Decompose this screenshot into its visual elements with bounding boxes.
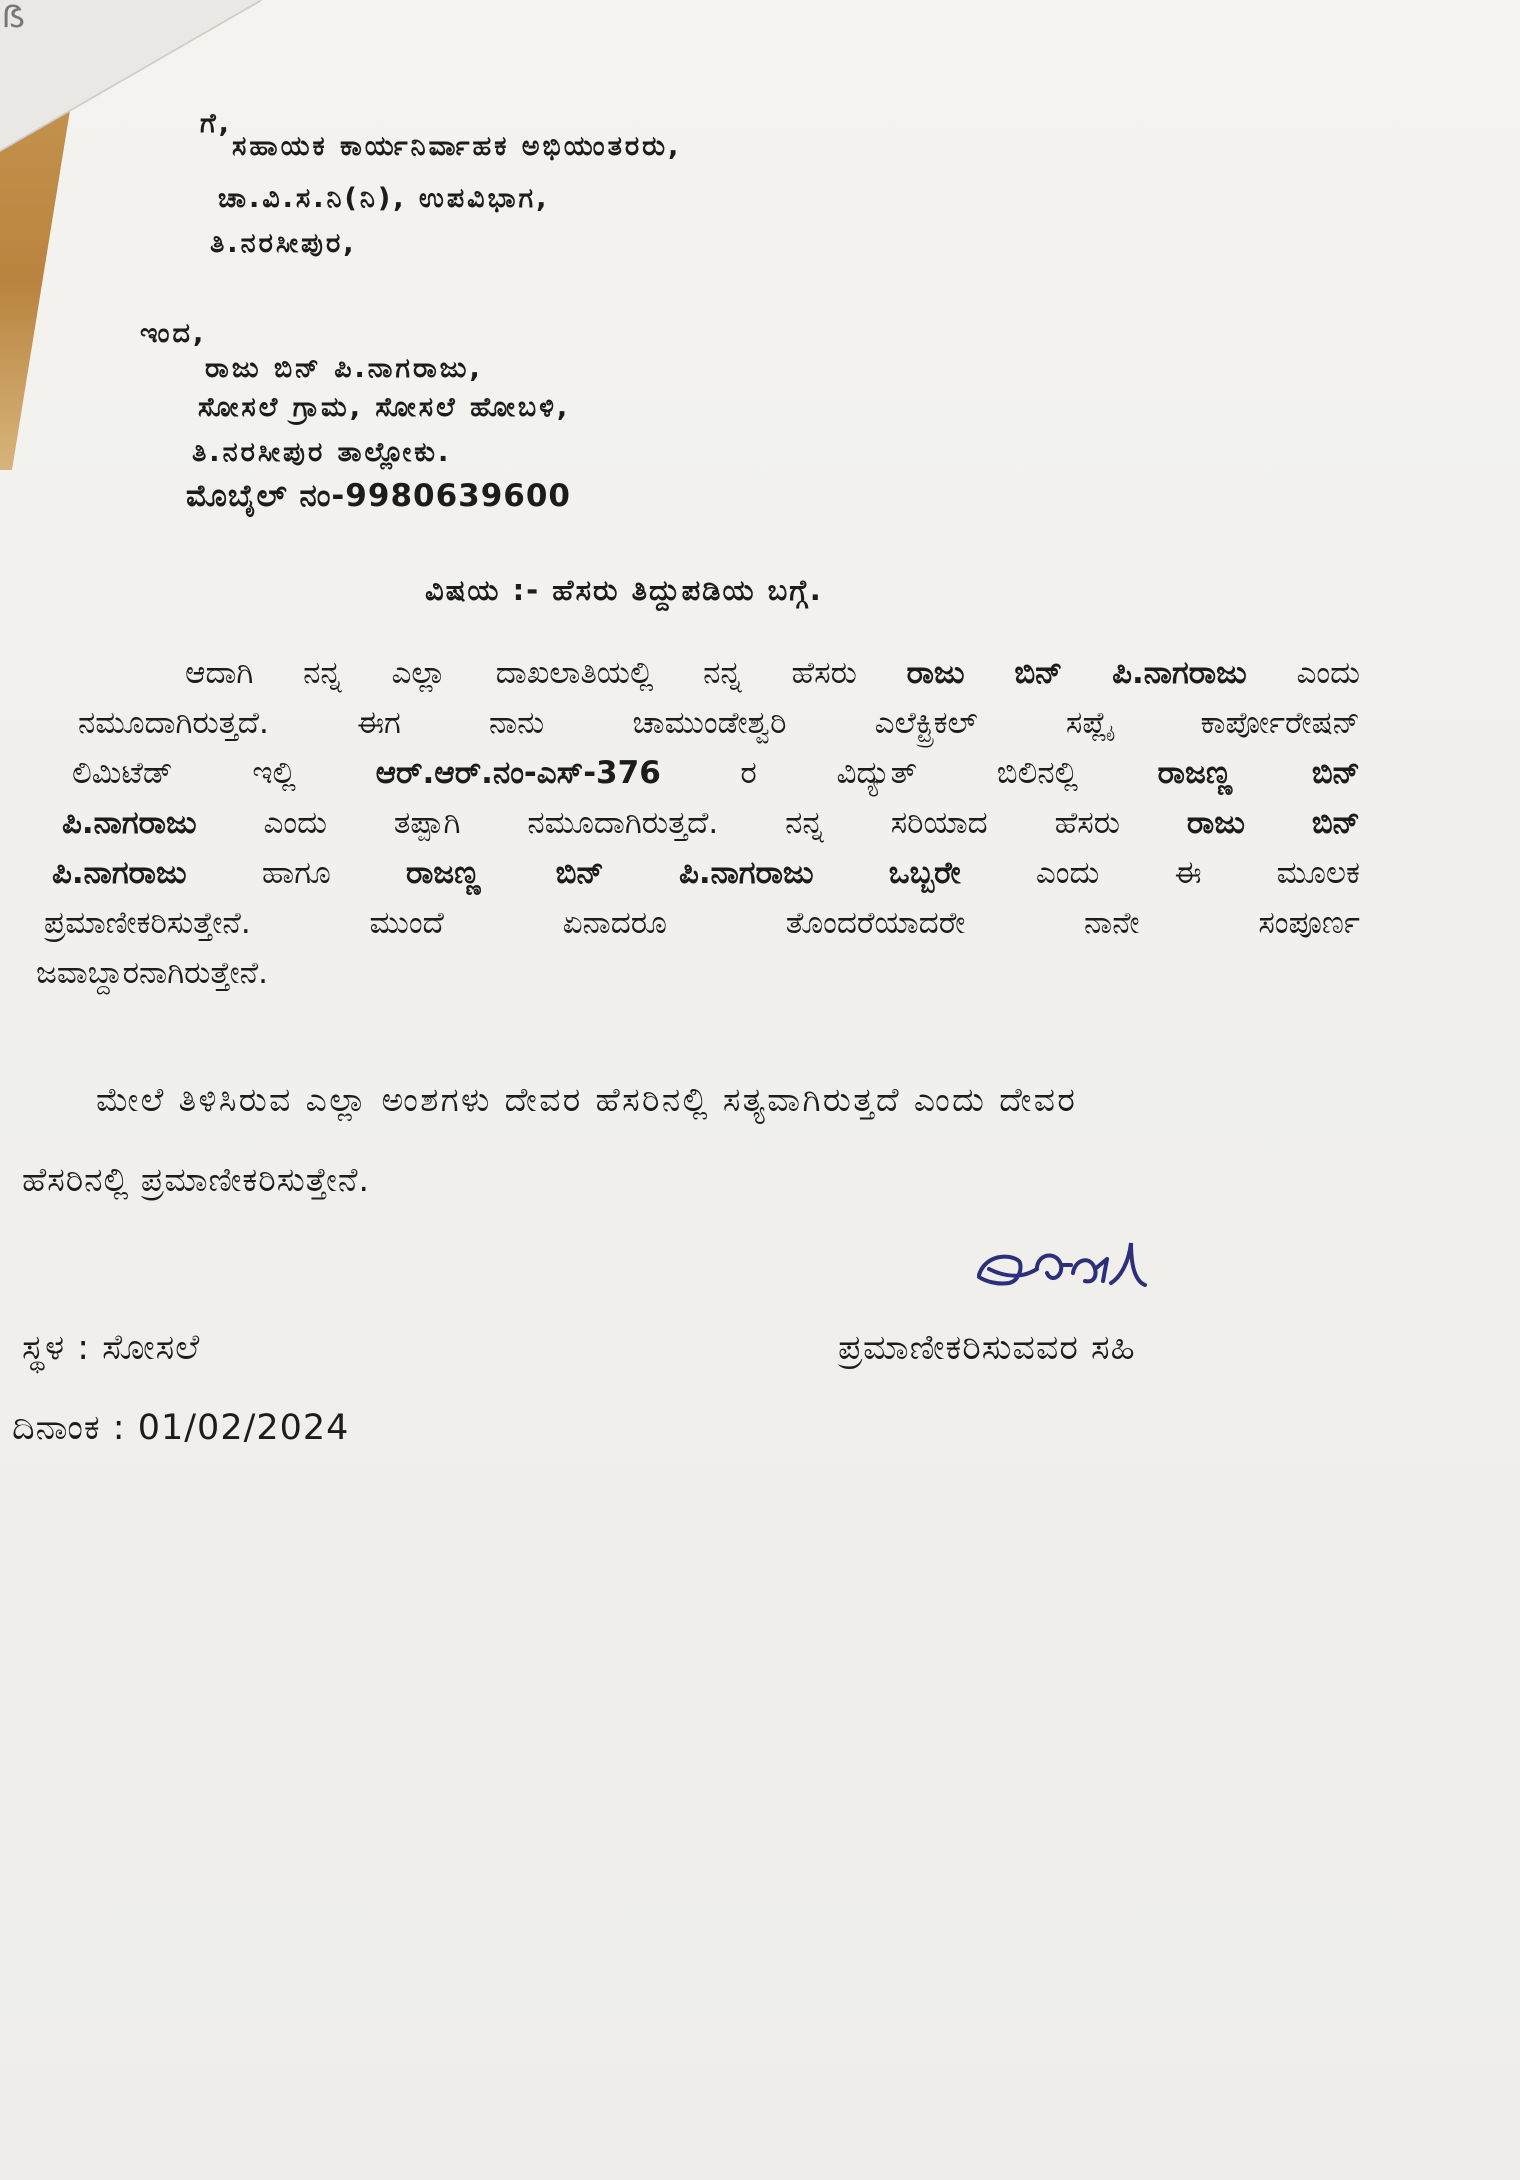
from-line-1: ರಾಜು ಬಿನ್ ಪಿ.ನಾಗರಾಜು, [205, 353, 483, 384]
subject-line: ವಿಷಯ :- ಹೆಸರು ತಿದ್ದುಪಡಿಯ ಬಗ್ಗೆ. [425, 573, 823, 607]
paragraph-line-2: ನಮೂದಾಗಿರುತ್ತದೆ. ಈಗ ನಾನು ಚಾಮುಂಡೇಶ್ವರಿ ಎಲೆಕ್ಟ್ರಿಕಲ್ ಸಪ್ಲೈ ಕಾರ್ಪೋರೇಷನ್ [78, 705, 1360, 741]
date-label: ದಿನಾಂಕ : 01/02/2024 [12, 1408, 350, 1448]
paragraph-line-5: ಪಿ.ನಾಗರಾಜು ಹಾಗೂ ರಾಜಣ್ಣ ಬಿನ್ ಪಿ.ನಾಗರಾಜು ಒಬ್ಬರೇ ಎಂದು ಈ ಮೂಲಕ [52, 855, 1360, 891]
from-line-2: ಸೋಸಲೆ ಗ್ರಾಮ, ಸೋಸಲೆ ಹೋಬಳಿ, [198, 392, 571, 423]
paragraph-line-7: ಜವಾಬ್ದಾರನಾಗಿರುತ್ತೇನೆ. [36, 955, 268, 991]
paragraph-line-1: ಆದಾಗಿ ನನ್ನ ಎಲ್ಲಾ ದಾಖಲಾತಿಯಲ್ಲಿ ನನ್ನ ಹೆಸರು ರಾಜು ಬಿನ್ ಪಿ.ನಾಗರಾಜು ಎಂದು [185, 655, 1360, 691]
place-label: ಸ್ಥಳ : ಸೋಸಲೆ [22, 1328, 201, 1368]
paragraph-line-6: ಪ್ರಮಾಣೀಕರಿಸುತ್ತೇನೆ. ಮುಂದೆ ಏನಾದರೂ ತೊಂದರೆಯಾದರೇ ನಾನೇ ಸಂಪೂರ್ಣ [44, 905, 1360, 941]
to-line-2: ಚಾ.ವಿ.ಸ.ನಿ(ನಿ), ಉಪವಿಭಾಗ, [218, 183, 550, 214]
from-mobile: ಮೊಬೈಲ್ ನಂ-9980639600 [186, 478, 571, 514]
declaration-line-1: ಮೇಲೆ ತಿಳಿಸಿರುವ ಎಲ್ಲಾ ಅಂಶಗಳು ದೇವರ ಹೆಸರಿನಲ್ಲಿ ಸತ್ಯವಾಗಿರುತ್ತದೆ ಎಂದು ದೇವರ [96, 1080, 1078, 1119]
paragraph-line-3: ಲಿಮಿಟೆಡ್ ಇಲ್ಲಿ ಆರ್.ಆರ್.ನಂ-ಎಸ್-376 ರ ವಿದ್ಯುತ್ ಬಿಲಿನಲ್ಲಿ ರಾಜಣ್ಣ ಬಿನ್ [72, 755, 1360, 791]
from-line-3: ತಿ.ನರಸೀಪುರ ತಾಲ್ಲೋಕು. [192, 437, 452, 468]
paragraph-line-4: ಪಿ.ನಾಗರಾಜು ಎಂದು ತಪ್ಪಾಗಿ ನಮೂದಾಗಿರುತ್ತದೆ. ನನ್ನ ಸರಿಯಾದ ಹೆಸರು ರಾಜು ಬಿನ್ [62, 805, 1360, 841]
corner-mark: ẞ [2, 0, 26, 35]
to-line-1: ಸಹಾಯಕ ಕಾರ್ಯನಿರ್ವಾಹಕ ಅಭಿಯಂತರರು, [232, 131, 682, 162]
handwritten-signature [975, 1225, 1150, 1319]
to-line-3: ತಿ.ನರಸೀಪುರ, [210, 228, 357, 259]
signatory-label: ಪ್ರಮಾಣೀಕರಿಸುವವರ ಸಹಿ [838, 1328, 1136, 1368]
from-salutation: ಇಂದ, [140, 318, 207, 349]
to-salutation: ಗೆ, [200, 108, 232, 139]
declaration-line-2: ಹೆಸರಿನಲ್ಲಿ ಪ್ರಮಾಣೀಕರಿಸುತ್ತೇನೆ. [22, 1160, 370, 1199]
